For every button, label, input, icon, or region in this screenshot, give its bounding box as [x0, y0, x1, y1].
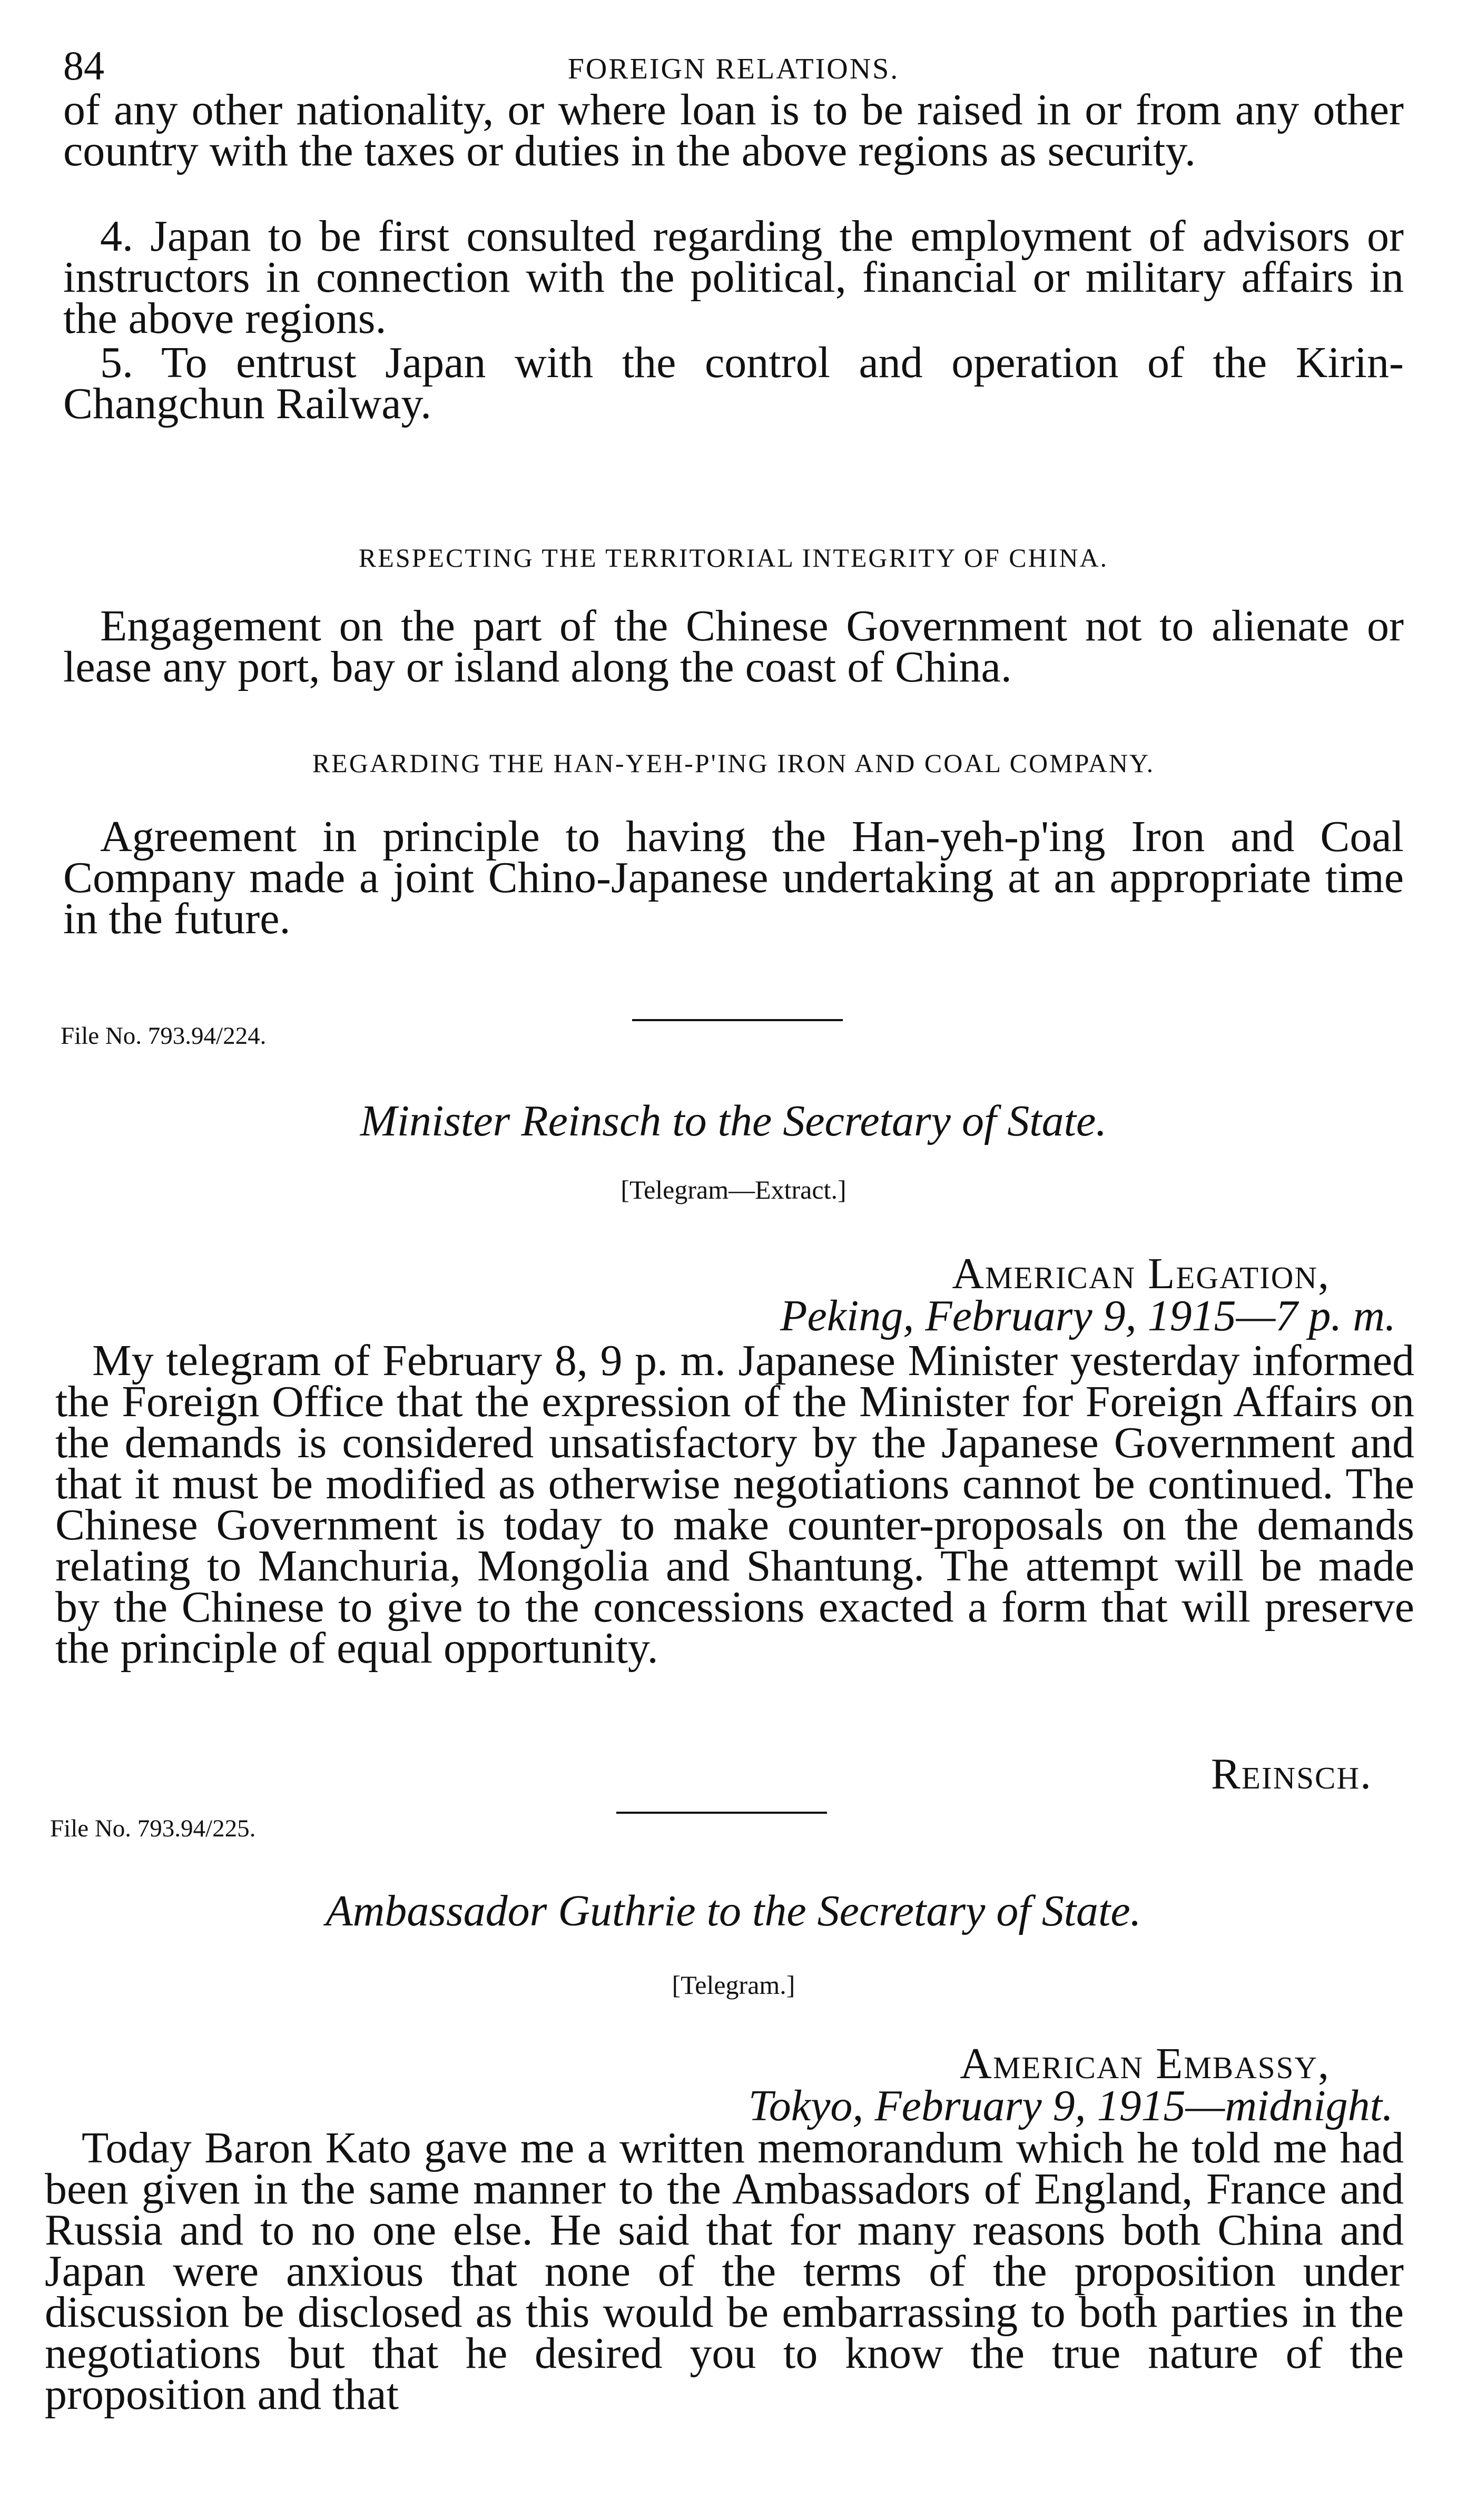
- page-header: [63, 42, 1404, 90]
- signature: Reinsch.: [1210, 1750, 1372, 1798]
- paragraph-hanyehping: Agreement in principle to having the Han-yeh-p'ing Iron and Coal Company made a joint Chino-Japanese undertaking at an appropriate time in the future.: [63, 812, 1404, 943]
- file-number: File No. 793.94/225.: [50, 1815, 256, 1842]
- section-heading-hanyehping: REGARDING THE HAN-YEH-P'ING IRON AND COAL COMPANY.: [312, 748, 1155, 778]
- file-number: File No. 793.94/224.: [61, 1022, 267, 1050]
- paragraph-railway: 5. To entrust Japan with the control and operation of the Kirin-Changchun Railway.: [63, 338, 1404, 428]
- telegram-label: [Telegram.]: [672, 1970, 795, 2000]
- telegram-body: Today Baron Kato gave me a written memorandum which he told me had been given in the same manner to the Ambassadors of England, France and Russia and to no one else. He said that for many reasons both China and Japan were anxious that none of the terms of the proposition under discussion be disclosed as this would be embarrassing to both parties in the negotiations but that he desired you to know the true nature of the proposition and that: [45, 2123, 1404, 2419]
- sender-heading: American Embassy,: [960, 2039, 1330, 2088]
- telegram-label: [Telegram—Extract.]: [621, 1175, 846, 1204]
- paragraph-loans: of any other nationality, or where loan is to be raised in or from any other country with the taxes or duties in the above regions as security.: [63, 85, 1404, 175]
- telegram-body: My telegram of February 8, 9 p. m. Japanese Minister yesterday informed the Foreign Office that the expression of the Minister for Foreign Affairs on the demands is considered unsatisfactory by the Japanese Government and that it must be modified as otherwise negotiations cannot be continued. The Chinese Government is today to make counter-proposals on the demands relating to Manchuria, Mongolia and Shantung. The attempt will be made by the Chinese to give to the concessions exacted a form that will preserve the principle of equal opportunity.: [55, 1336, 1414, 1673]
- dateline: Tokyo, February 9, 1915—midnight.: [748, 2081, 1393, 2130]
- paragraph-advisors: 4. Japan to be first consulted regarding the employment of advisors or instructors in connection with the political, financial or military affairs in the above regions.: [63, 212, 1404, 343]
- divider-rule: [632, 1019, 843, 1021]
- sender-heading: American Legation,: [952, 1249, 1330, 1298]
- page-number: 84: [63, 43, 104, 88]
- paragraph-territorial: Engagement on the part of the Chinese Government not to alienate or lease any port, bay or island along the coast of China.: [63, 601, 1404, 691]
- running-head: FOREIGN RELATIONS.: [567, 53, 900, 85]
- section-heading-territorial: RESPECTING THE TERRITORIAL INTEGRITY OF CHINA.: [358, 543, 1109, 572]
- document-title: Minister Reinsch to the Secretary of State.: [360, 1096, 1107, 1145]
- document-title: Ambassador Guthrie to the Secretary of State.: [326, 1886, 1141, 1935]
- dateline: Peking, February 9, 1915—7 p. m.: [780, 1291, 1396, 1340]
- divider-rule: [616, 1812, 827, 1814]
